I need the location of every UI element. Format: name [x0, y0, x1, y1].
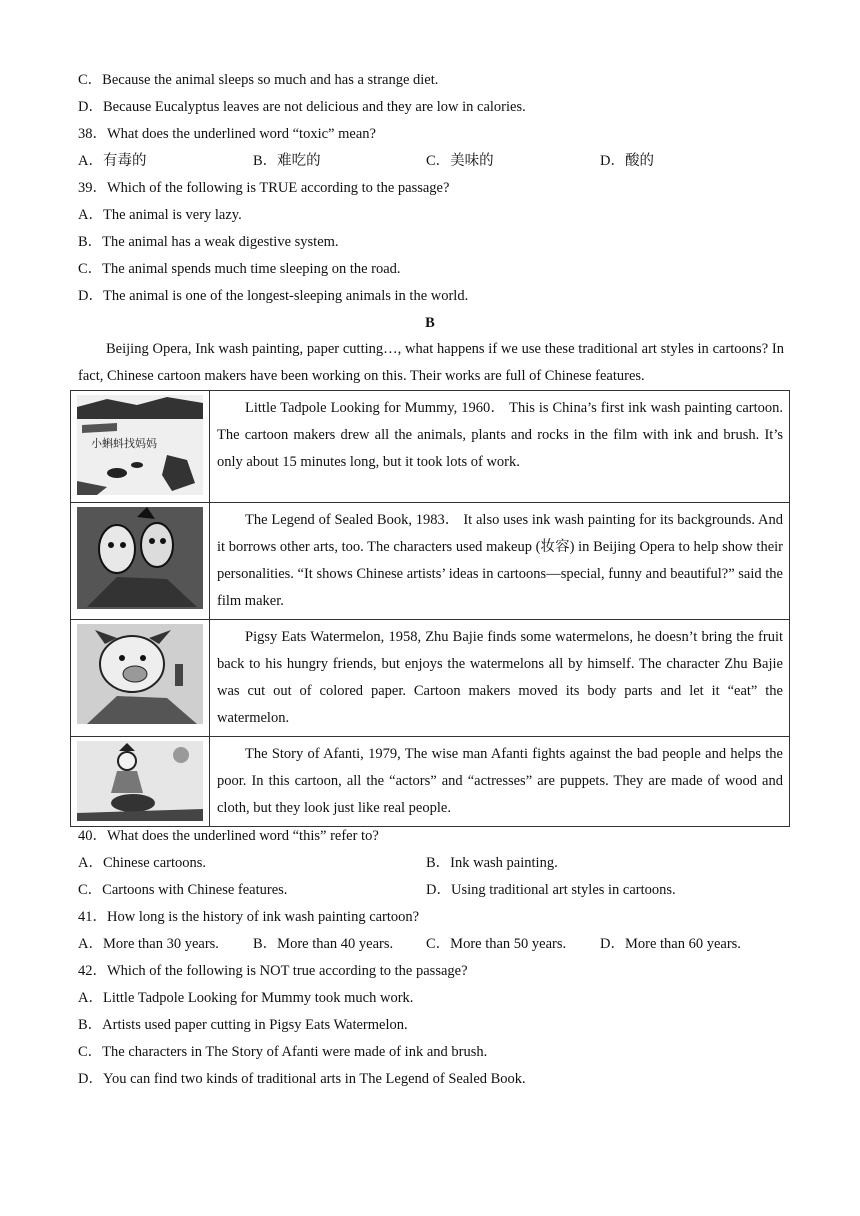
q41-question: 41．How long is the history of ink wash painting cartoon?: [78, 909, 420, 925]
q39-option-a: A．The animal is very lazy.: [78, 207, 242, 223]
q38-question: 38．What does the underlined word “toxic” mean?: [78, 126, 376, 142]
section-b-heading: B: [425, 315, 435, 331]
q42-question: 42．Which of the following is NOT true according to the passage?: [78, 963, 468, 979]
cartoon-image-cell: [71, 737, 210, 827]
q42-option-b: B．Artists used paper cutting in Pigsy Eats Watermelon.: [78, 1017, 408, 1033]
table-row: [71, 737, 790, 827]
q41-option-c: C．More than 50 years.: [426, 936, 567, 952]
q40-question: 40．What does the underlined word “this” refer to?: [78, 828, 379, 844]
pigsy-description: Pigsy Eats Watermelon, 1958, Zhu Bajie finds some watermelons, he doesn’t bring the fruit back to his hungry friends, but enjoys the watermelons all by himself. The character Zhu Bajie was cut out of colored paper. Cartoon makers moved its body parts and let it “eat” the watermelon.: [217, 629, 783, 726]
svg-text:小蝌蚪找妈妈: 小蝌蚪找妈妈: [91, 437, 157, 450]
q41-option-a: A．More than 30 years.: [78, 936, 219, 952]
q39-option-c: C．The animal spends much time sleeping on the road.: [78, 261, 401, 277]
q40-option-a: A．Chinese cartoons.: [78, 855, 207, 871]
q40-options-row2: [78, 880, 790, 900]
cartoon-image-cell: [71, 503, 210, 620]
table-row: [71, 620, 790, 737]
q39-option-b: B．The animal has a weak digestive system.: [78, 234, 339, 250]
cartoon-description: [210, 737, 790, 827]
cartoon-description: [210, 620, 790, 737]
cartoons-table: [70, 390, 790, 827]
q41-options: [78, 934, 790, 954]
section-b-intro: Beijing Opera, Ink wash painting, paper cutting…, what happens if we use these traditional art styles in cartoons? In fact, Chinese cartoon makers have been working on this. Their works are full of Chinese features.: [78, 341, 784, 384]
tadpole-description: Little Tadpole Looking for Mummy, 1960． This is China’s first ink wash painting cartoon. The cartoon makers drew all the animals, plants and rocks in the film with ink and brush. It’s only about 15 minutes long, but it took lots of work.: [217, 400, 783, 470]
q38-option-a: A．有毒的: [78, 153, 147, 169]
q40-option-d: D．Using traditional art styles in cartoons.: [426, 882, 676, 898]
q38-option-d: D．酸的: [600, 153, 654, 169]
tadpole-ink-painting-image: [77, 395, 203, 495]
q39-question: 39．Which of the following is TRUE according to the passage?: [78, 180, 450, 196]
q41-option-b: B．More than 40 years.: [253, 936, 394, 952]
table-row: [71, 391, 790, 503]
afanti-description: The Story of Afanti, 1979, The wise man Afanti fights against the bad people and helps the poor. In this cartoon, all the “actors” and “actresses” are puppets. They are made of wood and cloth, but they look just like real people.: [217, 746, 783, 816]
q40-options-row1: [78, 853, 790, 873]
afanti-puppet-image: [77, 741, 203, 821]
cartoon-image-cell: [71, 391, 210, 503]
q40-option-c: C．Cartoons with Chinese features.: [78, 882, 288, 898]
q38-option-b: B．难吃的: [253, 153, 321, 169]
sealed-book-description: The Legend of Sealed Book, 1983． It also uses ink wash painting for its backgrounds. And it borrows other arts, too. The characters used makeup (妆容) in Beijing Opera to help show their personalities. “It shows Chinese artists’ ideas in cartoons—special, funny and beautiful?” said the film maker.: [217, 512, 783, 609]
q42-option-c: C．The characters in The Story of Afanti were made of ink and brush.: [78, 1044, 488, 1060]
q37-option-c: C．Because the animal sleeps so much and has a strange diet.: [78, 72, 439, 88]
q42-option-d: D．You can find two kinds of traditional arts in The Legend of Sealed Book.: [78, 1071, 526, 1087]
cartoon-description: [210, 503, 790, 620]
q39-option-d: D．The animal is one of the longest-sleeping animals in the world.: [78, 288, 469, 304]
q38-option-c: C．美味的: [426, 153, 494, 169]
pigsy-paper-cut-image: [77, 624, 203, 724]
q41-option-d: D．More than 60 years.: [600, 936, 741, 952]
q38-options: [78, 151, 790, 171]
q40-option-b: B．Ink wash painting.: [426, 855, 558, 871]
table-row: [71, 503, 790, 620]
cartoon-description: [210, 391, 790, 503]
q42-option-a: A．Little Tadpole Looking for Mummy took much work.: [78, 990, 414, 1006]
q37-option-d: D．Because Eucalyptus leaves are not delicious and they are low in calories.: [78, 99, 526, 115]
sealed-book-opera-image: [77, 507, 203, 609]
cartoon-image-cell: [71, 620, 210, 737]
